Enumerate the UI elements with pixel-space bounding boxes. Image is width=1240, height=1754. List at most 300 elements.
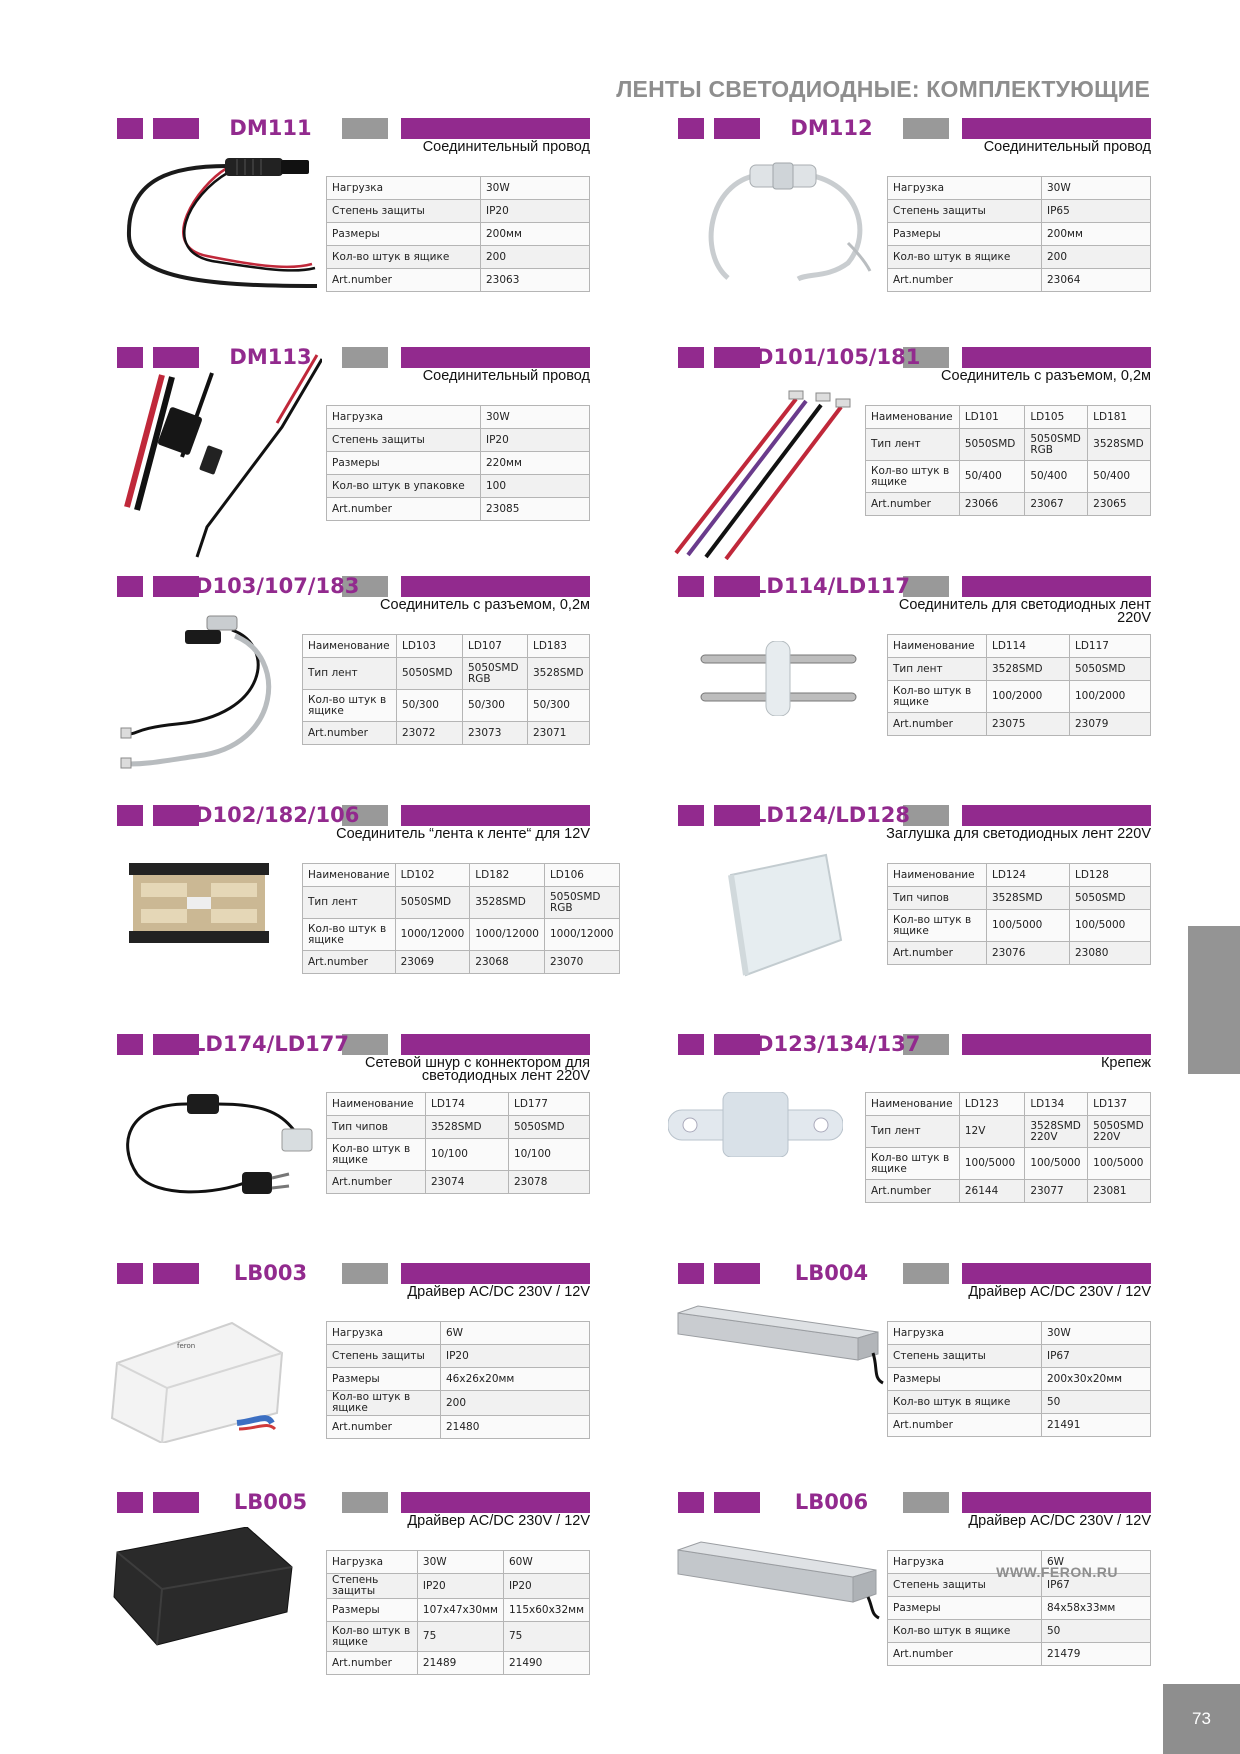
spec-label: Размеры xyxy=(888,223,1042,246)
spec-value: 115x60x32мм xyxy=(503,1599,589,1622)
spec-table xyxy=(326,1092,590,1194)
purple-header-bar xyxy=(962,576,1151,597)
svg-text:feron: feron xyxy=(177,1342,196,1350)
purple-header-bar xyxy=(678,347,704,368)
spec-label: Art.number xyxy=(327,1652,418,1675)
spec-value: 220мм xyxy=(481,452,590,475)
spec-value: 5050SMD xyxy=(1070,887,1151,910)
spec-label: Наименование xyxy=(866,406,960,429)
spec-row xyxy=(866,1180,1151,1203)
product-photo xyxy=(117,347,322,562)
footer-website-url[interactable]: WWW.FERON.RU xyxy=(996,1564,1118,1580)
spec-row xyxy=(866,1148,1151,1180)
product-subtitle: Сетевой шнур с коннектором для светодиодных лент 220V xyxy=(364,1055,590,1084)
spec-value: 30W xyxy=(481,177,590,200)
product-code: LD102/182/106 xyxy=(181,803,360,827)
spec-row xyxy=(303,658,590,690)
purple-header-bar xyxy=(962,1034,1151,1055)
spec-value: 12V xyxy=(959,1116,1024,1148)
spec-value: IP20 xyxy=(481,200,590,223)
spec-table xyxy=(326,405,590,521)
product-photo xyxy=(673,1298,888,1388)
spec-label: Наименование xyxy=(303,635,397,658)
spec-value: 21491 xyxy=(1042,1414,1151,1437)
spec-value: 100/5000 xyxy=(1070,910,1151,942)
spec-label: Нагрузка xyxy=(327,1551,418,1574)
spec-value: 3528SMD xyxy=(987,658,1070,681)
spec-label: Тип лент xyxy=(866,1116,960,1148)
spec-label: Тип лент xyxy=(303,658,397,690)
product-block xyxy=(117,1034,590,1249)
spec-label: Кол-во штук в ящике xyxy=(888,246,1042,269)
spec-row xyxy=(327,1622,590,1652)
spec-label: Наименование xyxy=(888,864,987,887)
spec-value: 23064 xyxy=(1042,269,1151,292)
spec-value: 200 xyxy=(441,1391,590,1416)
spec-value: LD124 xyxy=(987,864,1070,887)
spec-label: Нагрузка xyxy=(327,177,481,200)
spec-row xyxy=(888,942,1151,965)
spec-label: Кол-во штук в ящике xyxy=(866,1148,960,1180)
spec-row xyxy=(303,690,590,722)
spec-row xyxy=(866,429,1151,461)
product-code: LB006 xyxy=(794,1490,869,1514)
spec-value: IP65 xyxy=(1042,200,1151,223)
product-subtitle: Драйвер AC/DC 230V / 12V xyxy=(968,1284,1151,1300)
spec-row xyxy=(888,1391,1151,1414)
product-code: LB004 xyxy=(794,1261,869,1285)
spec-row xyxy=(327,269,590,292)
spec-label: Степень защиты xyxy=(888,1574,1042,1597)
spec-table xyxy=(326,1321,590,1439)
spec-label: Степень защиты xyxy=(327,429,481,452)
spec-label: Кол-во штук в ящике xyxy=(327,1622,418,1652)
spec-label: Степень защиты xyxy=(888,1345,1042,1368)
spec-value: 30W xyxy=(481,406,590,429)
product-subtitle: Соединительный провод xyxy=(422,139,590,155)
purple-header-bar xyxy=(401,1263,590,1284)
spec-row xyxy=(866,1116,1151,1148)
spec-row xyxy=(888,658,1151,681)
spec-value: LD183 xyxy=(528,635,590,658)
product-subtitle: Драйвер AC/DC 230V / 12V xyxy=(407,1284,590,1300)
spec-value: LD182 xyxy=(470,864,545,887)
spec-row xyxy=(327,1574,590,1599)
spec-value: 50 xyxy=(1042,1391,1151,1414)
product-subtitle: Соединитель с разъемом, 0,2м xyxy=(941,368,1151,384)
spec-value: 60W xyxy=(503,1551,589,1574)
purple-header-bar xyxy=(117,118,143,139)
spec-value: 1000/12000 xyxy=(470,919,545,951)
spec-table xyxy=(865,405,1151,516)
spec-value: LD123 xyxy=(959,1093,1024,1116)
spec-label: Кол-во штук в ящике xyxy=(327,1391,441,1416)
spec-value: 30W xyxy=(1042,177,1151,200)
product-code: LD103/107/183 xyxy=(181,574,360,598)
product-code: LB003 xyxy=(233,1261,308,1285)
spec-label: Art.number xyxy=(327,1416,441,1439)
purple-header-bar xyxy=(962,118,1151,139)
product-subtitle: Соединитель “лента к ленте“ для 12V xyxy=(336,826,590,842)
spec-row xyxy=(888,1368,1151,1391)
product-block xyxy=(117,803,614,1020)
section-side-tab xyxy=(1188,926,1240,1074)
spec-label: Степень защиты xyxy=(327,1574,418,1599)
spec-value: 5050SMD RGB xyxy=(1025,429,1088,461)
spec-row xyxy=(327,223,590,246)
spec-row xyxy=(866,406,1151,429)
spec-value: 3528SMD xyxy=(470,887,545,919)
spec-value: 6W xyxy=(441,1322,590,1345)
spec-row xyxy=(888,1345,1151,1368)
spec-label: Кол-во штук в ящике xyxy=(888,1620,1042,1643)
product-block xyxy=(678,805,1151,1020)
spec-row xyxy=(327,1171,590,1194)
spec-value: 5050SMD xyxy=(395,887,470,919)
product-photo xyxy=(656,385,866,560)
product-code: LD123/134/137 xyxy=(742,1032,921,1056)
spec-label: Тип лент xyxy=(866,429,960,461)
spec-label: Тип чипов xyxy=(888,887,987,910)
product-block xyxy=(678,1492,1151,1707)
spec-label: Нагрузка xyxy=(327,1322,441,1345)
spec-row xyxy=(888,269,1151,292)
spec-label: Art.number xyxy=(888,1643,1042,1666)
spec-value: 200 xyxy=(1042,246,1151,269)
spec-value: IP20 xyxy=(441,1345,590,1368)
spec-label: Art.number xyxy=(327,498,481,521)
spec-row xyxy=(888,910,1151,942)
spec-label: Кол-во штук в ящике xyxy=(888,681,987,713)
spec-value: 50/300 xyxy=(528,690,590,722)
spec-row xyxy=(327,246,590,269)
purple-header-bar xyxy=(401,1034,590,1055)
spec-label: Art.number xyxy=(303,722,397,745)
spec-value: 100/5000 xyxy=(1025,1148,1088,1180)
spec-label: Размеры xyxy=(327,223,481,246)
spec-label: Art.number xyxy=(866,493,960,516)
spec-value: 100/5000 xyxy=(987,910,1070,942)
spec-label: Кол-во штук в ящике xyxy=(303,919,396,951)
product-code: DM111 xyxy=(229,116,312,140)
spec-table xyxy=(887,176,1151,292)
spec-row xyxy=(888,1643,1151,1666)
product-block xyxy=(678,1263,1151,1478)
spec-row xyxy=(303,919,620,951)
spec-value: 75 xyxy=(417,1622,503,1652)
spec-row xyxy=(327,177,590,200)
spec-value: 3528SMD xyxy=(426,1116,509,1139)
spec-row xyxy=(866,1093,1151,1116)
page-title: ЛЕНТЫ СВЕТОДИОДНЫЕ: КОМПЛЕКТУЮЩИЕ xyxy=(616,76,1150,102)
spec-value: LD107 xyxy=(463,635,528,658)
spec-value: 10/100 xyxy=(426,1139,509,1171)
spec-value: 5050SMD xyxy=(509,1116,590,1139)
spec-row xyxy=(888,200,1151,223)
spec-row xyxy=(327,200,590,223)
spec-value: 200x30x20мм xyxy=(1042,1368,1151,1391)
spec-row xyxy=(888,246,1151,269)
spec-value: 5050SMD xyxy=(959,429,1024,461)
purple-header-bar xyxy=(678,1492,704,1513)
purple-header-bar xyxy=(678,1034,704,1055)
product-subtitle: Соединительный провод xyxy=(422,368,590,384)
spec-label: Кол-во штук в ящике xyxy=(888,1391,1042,1414)
spec-value: 5050SMD 220V xyxy=(1088,1116,1151,1148)
spec-value: LD101 xyxy=(959,406,1024,429)
spec-value: 23063 xyxy=(481,269,590,292)
spec-row xyxy=(327,1416,590,1439)
spec-label: Размеры xyxy=(327,1368,441,1391)
spec-value: LD134 xyxy=(1025,1093,1088,1116)
spec-value: 23068 xyxy=(470,951,545,974)
spec-row xyxy=(327,1345,590,1368)
spec-value: 23085 xyxy=(481,498,590,521)
spec-value: 50 xyxy=(1042,1620,1151,1643)
spec-row xyxy=(888,681,1151,713)
spec-label: Art.number xyxy=(303,951,396,974)
product-subtitle: Соединитель с разъемом, 0,2м xyxy=(380,597,590,613)
spec-value: 200мм xyxy=(1042,223,1151,246)
spec-label: Степень защиты xyxy=(327,200,481,223)
spec-row xyxy=(866,461,1151,493)
product-subtitle: Заглушка для светодиодных лент 220V xyxy=(886,826,1151,842)
product-photo xyxy=(706,850,846,980)
spec-label: Нагрузка xyxy=(888,177,1042,200)
spec-row xyxy=(888,223,1151,246)
spec-value: 23070 xyxy=(544,951,619,974)
spec-row xyxy=(327,1139,590,1171)
spec-value: 100/5000 xyxy=(1088,1148,1151,1180)
spec-table xyxy=(302,634,590,745)
spec-row xyxy=(303,864,620,887)
spec-row xyxy=(888,1597,1151,1620)
spec-label: Art.number xyxy=(327,269,481,292)
spec-row xyxy=(888,887,1151,910)
spec-value: 1000/12000 xyxy=(395,919,470,951)
spec-value: 100/2000 xyxy=(987,681,1070,713)
spec-label: Кол-во штук в ящике xyxy=(327,1139,426,1171)
spec-value: 5050SMD RGB xyxy=(544,887,619,919)
product-code: DM113 xyxy=(229,345,312,369)
spec-row xyxy=(327,1368,590,1391)
spec-row xyxy=(888,1620,1151,1643)
purple-header-bar xyxy=(401,118,590,139)
spec-table xyxy=(326,176,590,292)
spec-value: 23080 xyxy=(1070,942,1151,965)
product-code: LD174/LD177 xyxy=(192,1032,349,1056)
spec-label: Art.number xyxy=(327,1171,426,1194)
spec-value: LD114 xyxy=(987,635,1070,658)
product-code: DM112 xyxy=(790,116,873,140)
purple-header-bar xyxy=(962,805,1151,826)
spec-label: Тип лент xyxy=(888,658,987,681)
spec-value: LD181 xyxy=(1088,406,1151,429)
product-subtitle: Соединитель для светодиодных лент 220V xyxy=(898,597,1151,626)
product-block xyxy=(678,118,1151,333)
spec-value: 50/400 xyxy=(959,461,1024,493)
spec-label: Art.number xyxy=(888,1414,1042,1437)
purple-header-bar xyxy=(962,1263,1151,1284)
spec-row xyxy=(888,1322,1151,1345)
spec-value: 23071 xyxy=(528,722,590,745)
spec-label: Нагрузка xyxy=(327,406,481,429)
product-photo xyxy=(117,1074,317,1209)
spec-label: Размеры xyxy=(888,1368,1042,1391)
spec-value: 21490 xyxy=(503,1652,589,1675)
spec-value: 3528SMD xyxy=(1088,429,1151,461)
spec-value: 30W xyxy=(1042,1322,1151,1345)
spec-value: 23065 xyxy=(1088,493,1151,516)
product-block xyxy=(117,576,590,791)
spec-row xyxy=(866,493,1151,516)
spec-value: 5050SMD xyxy=(1070,658,1151,681)
spec-row xyxy=(888,635,1151,658)
spec-label: Размеры xyxy=(888,1597,1042,1620)
spec-value: LD106 xyxy=(544,864,619,887)
spec-row xyxy=(303,722,590,745)
spec-label: Art.number xyxy=(888,713,987,736)
spec-label: Art.number xyxy=(866,1180,960,1203)
spec-label: Тип чипов xyxy=(327,1116,426,1139)
spec-value: 3528SMD xyxy=(987,887,1070,910)
spec-value: 200мм xyxy=(481,223,590,246)
product-photo xyxy=(117,606,297,781)
spec-value: 6W xyxy=(1042,1551,1151,1574)
spec-value: 30W xyxy=(417,1551,503,1574)
purple-header-bar xyxy=(678,118,704,139)
product-subtitle: Драйвер AC/DC 230V / 12V xyxy=(968,1513,1151,1529)
spec-row xyxy=(888,177,1151,200)
product-block xyxy=(678,576,1151,791)
spec-table xyxy=(887,863,1151,965)
spec-label: Наименование xyxy=(866,1093,960,1116)
spec-row xyxy=(327,1322,590,1345)
product-block xyxy=(678,1034,1151,1249)
spec-label: Кол-во штук в ящике xyxy=(866,461,960,493)
spec-label: Кол-во штук в ящике xyxy=(888,910,987,942)
spec-row xyxy=(303,887,620,919)
product-code: LB005 xyxy=(233,1490,308,1514)
purple-header-bar xyxy=(678,576,704,597)
product-photo xyxy=(698,153,873,288)
product-subtitle: Соединительный провод xyxy=(983,139,1151,155)
spec-value: 200 xyxy=(481,246,590,269)
spec-value: 1000/12000 xyxy=(544,919,619,951)
spec-label: Размеры xyxy=(327,1599,418,1622)
spec-row xyxy=(327,498,590,521)
purple-header-bar xyxy=(117,576,143,597)
spec-value: LD137 xyxy=(1088,1093,1151,1116)
spec-value: 23081 xyxy=(1088,1180,1151,1203)
spec-value: 46x26x20мм xyxy=(441,1368,590,1391)
product-photo xyxy=(129,863,269,943)
product-code: LD114/LD117 xyxy=(753,574,910,598)
spec-value: 5050SMD RGB xyxy=(463,658,528,690)
spec-value: LD103 xyxy=(397,635,463,658)
spec-value: 3528SMD xyxy=(528,658,590,690)
spec-label: Наименование xyxy=(327,1093,426,1116)
spec-value: 21489 xyxy=(417,1652,503,1675)
spec-label: Наименование xyxy=(888,635,987,658)
spec-row xyxy=(327,429,590,452)
spec-value: 23078 xyxy=(509,1171,590,1194)
spec-value: 23074 xyxy=(426,1171,509,1194)
purple-header-bar xyxy=(401,576,590,597)
spec-value: 23066 xyxy=(959,493,1024,516)
spec-value: IP67 xyxy=(1042,1574,1151,1597)
purple-header-bar xyxy=(678,1263,704,1284)
product-block xyxy=(117,1492,590,1707)
spec-value: 3528SMD 220V xyxy=(1025,1116,1088,1148)
product-photo xyxy=(112,1527,297,1647)
spec-value: 23067 xyxy=(1025,493,1088,516)
spec-row xyxy=(327,406,590,429)
spec-label: Тип лент xyxy=(303,887,396,919)
purple-header-bar xyxy=(117,805,143,826)
spec-label: Нагрузка xyxy=(888,1322,1042,1345)
spec-label: Кол-во штук в упаковке xyxy=(327,475,481,498)
spec-value: IP20 xyxy=(417,1574,503,1599)
spec-value: 50/400 xyxy=(1025,461,1088,493)
spec-row xyxy=(327,1093,590,1116)
product-photo xyxy=(668,1092,843,1157)
purple-header-bar xyxy=(117,1263,143,1284)
product-photo xyxy=(117,156,322,296)
spec-row xyxy=(888,1414,1151,1437)
product-code: LD124/LD128 xyxy=(753,803,910,827)
spec-label: Кол-во штук в ящике xyxy=(303,690,397,722)
spec-label: Степень защиты xyxy=(888,200,1042,223)
page-number: 73 xyxy=(1163,1684,1240,1754)
purple-header-bar xyxy=(117,1492,143,1513)
spec-label: Наименование xyxy=(303,864,396,887)
spec-table xyxy=(887,1321,1151,1437)
spec-row xyxy=(303,951,620,974)
spec-table xyxy=(326,1550,590,1675)
purple-header-bar xyxy=(401,1492,590,1513)
spec-row xyxy=(327,452,590,475)
spec-value: 21480 xyxy=(441,1416,590,1439)
purple-header-bar xyxy=(401,805,590,826)
spec-label: Art.number xyxy=(888,269,1042,292)
spec-value: 84x58x33мм xyxy=(1042,1597,1151,1620)
spec-value: LD177 xyxy=(509,1093,590,1116)
spec-row xyxy=(327,1116,590,1139)
spec-value: 50/400 xyxy=(1088,461,1151,493)
spec-label: Размеры xyxy=(327,452,481,475)
spec-table xyxy=(887,634,1151,736)
spec-value: LD102 xyxy=(395,864,470,887)
spec-table xyxy=(865,1092,1151,1203)
spec-row xyxy=(327,475,590,498)
product-photo xyxy=(107,1303,292,1443)
purple-header-bar xyxy=(401,347,590,368)
spec-label: Кол-во штук в ящике xyxy=(327,246,481,269)
spec-row xyxy=(327,1599,590,1622)
spec-value: IP67 xyxy=(1042,1345,1151,1368)
spec-value: 23069 xyxy=(395,951,470,974)
product-subtitle: Драйвер AC/DC 230V / 12V xyxy=(407,1513,590,1529)
spec-value: IP20 xyxy=(503,1574,589,1599)
spec-table xyxy=(302,863,620,974)
spec-value: 100 xyxy=(481,475,590,498)
spec-value: 50/300 xyxy=(463,690,528,722)
spec-value: 100/2000 xyxy=(1070,681,1151,713)
spec-value: LD105 xyxy=(1025,406,1088,429)
purple-header-bar xyxy=(117,1034,143,1055)
spec-value: 26144 xyxy=(959,1180,1024,1203)
